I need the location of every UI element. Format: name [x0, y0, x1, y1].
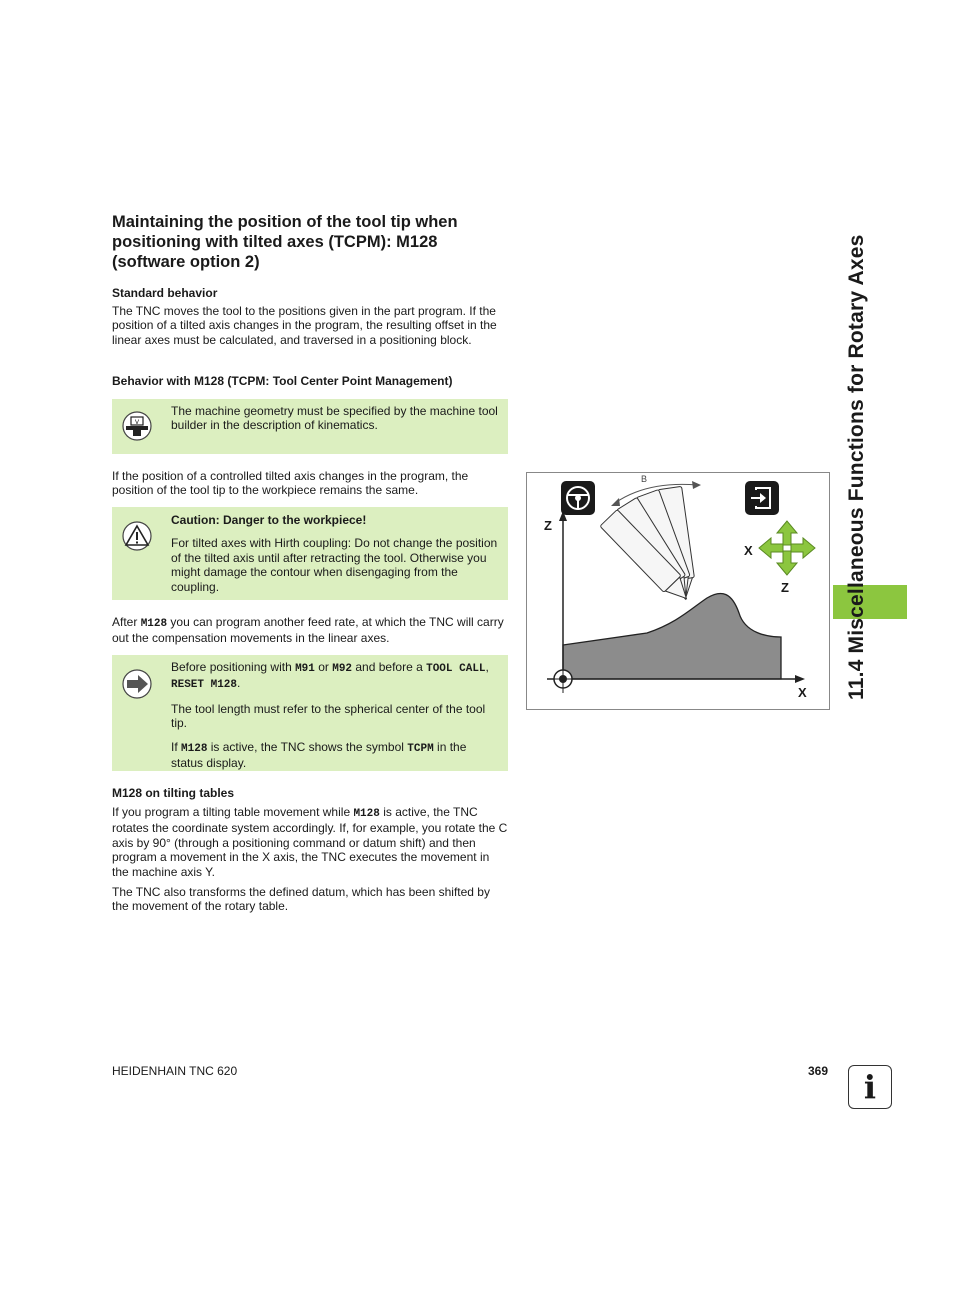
m128-behavior-title: Behavior with M128 (TCPM: Tool Center Point Management) — [112, 374, 453, 388]
direction-arrows-icon — [759, 521, 815, 575]
tip-note — [112, 655, 508, 771]
standard-behavior-text: The TNC moves the tool to the positions given in the part program. If the position of a tilted axis changes in the program, the resulting offset in the linear axes must be calculated, and traversed in a positioning block. — [112, 304, 497, 347]
section-heading: Maintaining the position of the tool tip when positioning with tilted axes (TCPM): M128 (software option 2) — [112, 213, 458, 271]
arrow-right-icon — [122, 669, 152, 699]
tip-paragraph-2: The tool length must refer to the spherical center of the tool tip. — [171, 701, 486, 731]
info-icon: i — [848, 1065, 892, 1109]
standard-behavior-title: Standard behavior — [112, 286, 218, 300]
caution-note — [112, 507, 508, 600]
axis-x-label: X — [798, 685, 807, 700]
tcpm-figure — [526, 472, 830, 710]
tip-paragraph-3: If M128 is active, the TNC shows the symbol TCPM in the status display. — [171, 739, 467, 771]
rotation-b-label: B — [641, 474, 648, 484]
machine-note-text: The machine geometry must be specified by the machine tool builder in the description of kinematics. — [171, 404, 498, 433]
footer-product: HEIDENHAIN TNC 620 — [112, 1064, 238, 1078]
enter-icon — [745, 481, 779, 515]
side-chapter-title: 11.4 Miscellaneous Functions for Rotary Axes — [845, 234, 868, 700]
tip-paragraph-1: Before positioning with M91 or M92 and before a TOOL CALL, RESET M128. — [171, 660, 489, 692]
after-m128-paragraph: After M128 you can program another feed rate, at which the TNC will carry out the compensation movements in the linear axes. — [112, 615, 504, 646]
svg-text:V: V — [134, 420, 140, 426]
arrow-z-label: Z — [781, 580, 789, 595]
arrow-x-label: X — [744, 543, 753, 558]
warning-icon — [122, 521, 152, 551]
tilting-paragraph-1: If you program a tilting table movement while M128 is active, the TNC rotates the coordinate system accordingly. If, for example, you rotate the C axis by 90° (through a positioning command or datum shift) and then program a movement in the X axis, the TNC executes the movement in the machine axis Y. — [112, 805, 508, 879]
tilting-paragraph-2: The TNC also transforms the defined datum, which has been shifted by the movement of the rotary table. — [112, 885, 490, 914]
caution-text: For tilted axes with Hirth coupling: Do not change the position of the tilted axis until after retracting the tool. Otherwise you might damage the contour when disengaging from the coupling. — [171, 536, 498, 594]
caution-title: Caution: Danger to the workpiece! — [171, 513, 367, 527]
machine-note — [112, 399, 508, 454]
machine-icon — [122, 411, 152, 441]
steering-wheel-icon — [561, 481, 595, 515]
axis-z-label: Z — [544, 518, 552, 533]
tilted-axis-paragraph: If the position of a controlled tilted axis changes in the program, the position of the tool tip to the workpiece remains the same. — [112, 469, 469, 498]
tilting-tables-title: M128 on tilting tables — [112, 786, 235, 800]
page-number: 369 — [808, 1064, 829, 1078]
